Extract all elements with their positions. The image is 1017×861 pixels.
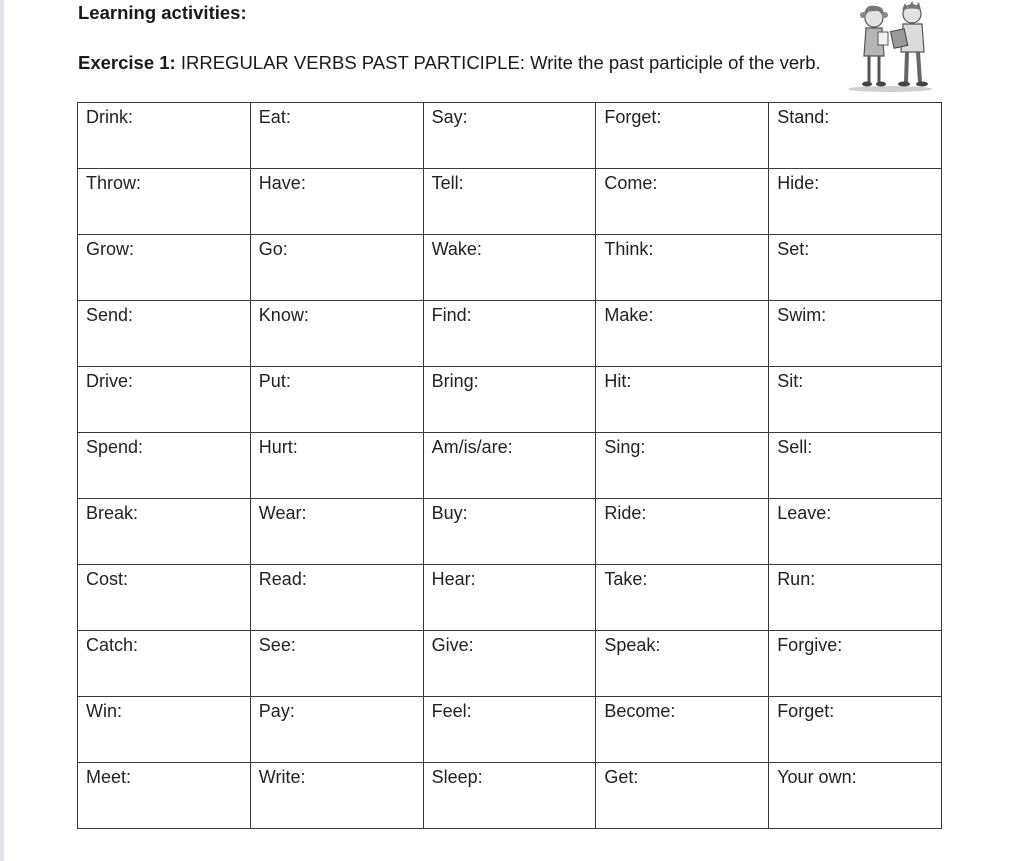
verb-cell[interactable]: Set: <box>769 235 942 301</box>
verb-cell[interactable]: Ride: <box>596 499 769 565</box>
exercise-text: IRREGULAR VERBS PAST PARTICIPLE: Write the past participle of the verb. <box>175 52 821 73</box>
verb-cell[interactable]: Sing: <box>596 433 769 499</box>
verb-cell[interactable]: Break: <box>78 499 251 565</box>
verb-cell[interactable]: Hear: <box>423 565 596 631</box>
verb-cell[interactable]: Give: <box>423 631 596 697</box>
verb-cell[interactable]: See: <box>250 631 423 697</box>
verb-cell[interactable]: Am/is/are: <box>423 433 596 499</box>
table-row <box>78 367 942 433</box>
verb-cell[interactable]: Catch: <box>78 631 251 697</box>
verb-cell[interactable]: Sit: <box>769 367 942 433</box>
exercise-label: Exercise 1: <box>78 52 176 73</box>
exercise-instructions <box>78 51 848 74</box>
table-row <box>78 631 942 697</box>
verb-cell[interactable]: Sell: <box>769 433 942 499</box>
table-row <box>78 565 942 631</box>
table-row <box>78 169 942 235</box>
table-row <box>78 763 942 829</box>
verb-cell[interactable]: Forgive: <box>769 631 942 697</box>
table-row <box>78 499 942 565</box>
verb-cell[interactable]: Get: <box>596 763 769 829</box>
verb-cell[interactable]: Make: <box>596 301 769 367</box>
verb-cell[interactable]: Read: <box>250 565 423 631</box>
verb-cell[interactable]: Wake: <box>423 235 596 301</box>
page-left-edge <box>0 0 4 861</box>
verb-cell[interactable]: Tell: <box>423 169 596 235</box>
verb-cell[interactable]: Speak: <box>596 631 769 697</box>
verb-table <box>77 102 942 829</box>
verb-cell[interactable]: Drive: <box>78 367 251 433</box>
verb-cell[interactable]: Feel: <box>423 697 596 763</box>
verb-cell[interactable]: Eat: <box>250 103 423 169</box>
table-row <box>78 433 942 499</box>
verb-cell[interactable]: Come: <box>596 169 769 235</box>
verb-cell[interactable]: Go: <box>250 235 423 301</box>
verb-cell[interactable]: Pay: <box>250 697 423 763</box>
verb-cell[interactable]: Swim: <box>769 301 942 367</box>
verb-cell[interactable]: Forget: <box>596 103 769 169</box>
students-illustration <box>842 0 938 94</box>
verb-cell[interactable]: Grow: <box>78 235 251 301</box>
verb-cell[interactable]: Hurt: <box>250 433 423 499</box>
verb-cell[interactable]: Buy: <box>423 499 596 565</box>
verb-cell[interactable]: Find: <box>423 301 596 367</box>
table-row <box>78 301 942 367</box>
table-row <box>78 235 942 301</box>
verb-cell[interactable]: Think: <box>596 235 769 301</box>
verb-table-body <box>78 103 942 829</box>
verb-cell[interactable]: Know: <box>250 301 423 367</box>
verb-cell[interactable]: Become: <box>596 697 769 763</box>
table-row <box>78 697 942 763</box>
table-row <box>78 103 942 169</box>
verb-cell[interactable]: Meet: <box>78 763 251 829</box>
verb-cell[interactable]: Spend: <box>78 433 251 499</box>
verb-cell[interactable]: Sleep: <box>423 763 596 829</box>
verb-cell[interactable]: Cost: <box>78 565 251 631</box>
verb-cell[interactable]: Forget: <box>769 697 942 763</box>
verb-cell[interactable]: Bring: <box>423 367 596 433</box>
verb-cell[interactable]: Your own: <box>769 763 942 829</box>
verb-cell[interactable]: Take: <box>596 565 769 631</box>
verb-cell[interactable]: Stand: <box>769 103 942 169</box>
verb-cell[interactable]: Hit: <box>596 367 769 433</box>
verb-cell[interactable]: Run: <box>769 565 942 631</box>
verb-cell[interactable]: Write: <box>250 763 423 829</box>
page-heading: Learning activities: <box>78 2 247 23</box>
verb-cell[interactable]: Leave: <box>769 499 942 565</box>
verb-cell[interactable]: Throw: <box>78 169 251 235</box>
verb-cell[interactable]: Wear: <box>250 499 423 565</box>
verb-cell[interactable]: Hide: <box>769 169 942 235</box>
verb-cell[interactable]: Send: <box>78 301 251 367</box>
verb-cell[interactable]: Put: <box>250 367 423 433</box>
verb-cell[interactable]: Say: <box>423 103 596 169</box>
verb-cell[interactable]: Win: <box>78 697 251 763</box>
verb-cell[interactable]: Drink: <box>78 103 251 169</box>
verb-cell[interactable]: Have: <box>250 169 423 235</box>
